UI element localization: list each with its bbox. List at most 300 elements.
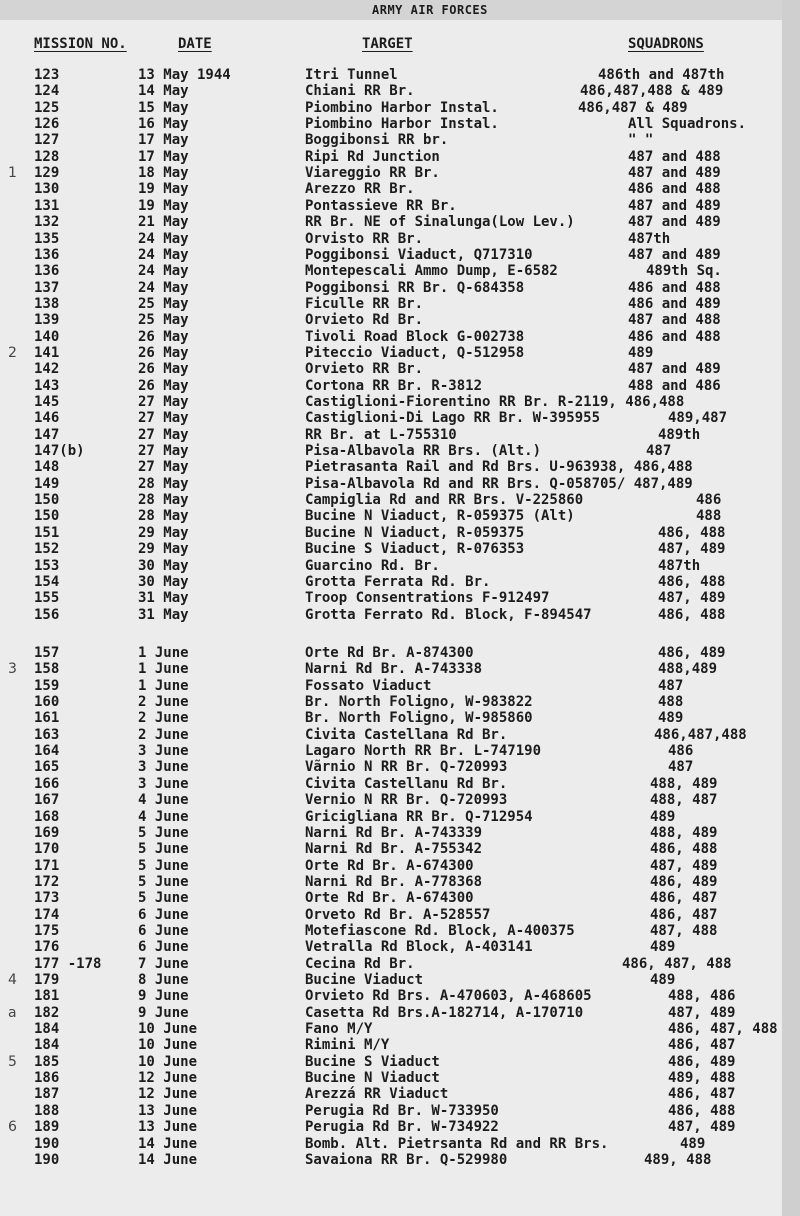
mission-number: 181 (34, 988, 60, 1005)
mission-squadrons: 488, 489 (650, 775, 718, 792)
mission-number: 156 (34, 606, 60, 623)
mission-number: 123 (34, 67, 60, 83)
mission-squadrons: 487, 489 (650, 857, 718, 874)
table-row (0, 149, 782, 165)
table-row (0, 1152, 782, 1168)
mission-target: Savaiona RR Br. Q-529980 (305, 1151, 508, 1168)
table-row (0, 907, 782, 923)
mission-number: 176 (34, 939, 60, 956)
mission-number: 187 (34, 1086, 60, 1103)
mission-date: 7 June (138, 955, 189, 972)
mission-squadrons: 489 (628, 344, 654, 361)
table-row (0, 661, 782, 677)
mission-date: 9 June (138, 988, 189, 1005)
margin-mark: a (8, 1004, 17, 1021)
mission-date: 27 May (138, 426, 189, 443)
table-row (0, 132, 782, 148)
mission-target: Bomb. Alt. Pietrsanta Rd and RR Brs. (305, 1135, 609, 1152)
mission-target: Guarcino Rd. Br. (305, 557, 440, 574)
mission-target: Arezzá RR Viaduct (305, 1086, 449, 1103)
mission-target: Pontassieve RR Br. (305, 197, 457, 214)
mission-number: 124 (34, 83, 60, 100)
mission-squadrons: 486 and 488 (628, 181, 721, 198)
mission-date: 3 June (138, 759, 189, 776)
table-row (0, 459, 782, 475)
table-row (0, 678, 782, 694)
mission-squadrons: 489th Sq. (646, 263, 722, 280)
mission-date: 24 May (138, 246, 189, 263)
mission-date: 19 May (138, 197, 189, 214)
table-row (0, 558, 782, 574)
table-row (0, 1119, 782, 1135)
table-row (0, 541, 782, 557)
mission-date: 5 June (138, 873, 189, 890)
mission-target: Civita Castellanu Rd Br. (305, 775, 508, 792)
table-row (0, 890, 782, 906)
table-row (0, 312, 782, 328)
margin-mark: 2 (8, 344, 17, 361)
mission-squadrons: 488, 487 (650, 792, 718, 809)
mission-date: 14 May (138, 83, 189, 100)
mission-target: Poggibonsi Viaduct, Q717310 (305, 246, 533, 263)
mission-squadrons: 487 and 488 (628, 312, 721, 329)
mission-date: 17 May (138, 132, 189, 149)
mission-target: Narni Rd Br. A-778368 (305, 873, 483, 890)
mission-number: 130 (34, 181, 60, 198)
mission-target: Cortona RR Br. R-3812 (305, 377, 483, 394)
mission-target: Perugia Rd Br. W-733950 (305, 1102, 499, 1119)
mission-target: Orveto Rd Br. A-528557 (305, 906, 491, 923)
mission-date: 6 June (138, 906, 189, 923)
mission-squadrons: 487 and 489 (628, 214, 721, 231)
mission-date: 8 June (138, 972, 189, 988)
mission-number: 161 (34, 710, 60, 727)
mission-squadrons: 489 (658, 710, 684, 727)
mission-target: Pietrasanta Rail and Rd Brs. U-963938, 486,488 (305, 459, 693, 476)
mission-target: Bucine S Viaduct (305, 1053, 440, 1070)
mission-target: Piombino Harbor Instal. (305, 99, 499, 116)
mission-date: 5 June (138, 824, 189, 841)
mission-squadrons: 486 and 489 (628, 295, 721, 312)
mission-number: 136 (34, 263, 60, 280)
mission-number: 170 (34, 841, 60, 858)
table-row (0, 645, 782, 661)
table-row (0, 727, 782, 743)
table-row (0, 710, 782, 726)
mission-number: 166 (34, 775, 60, 792)
table-row (0, 694, 782, 710)
table-row (0, 378, 782, 394)
table-row (0, 972, 782, 988)
mission-target: Montepescali Ammo Dump, E-6582 (305, 263, 558, 280)
table-row (0, 607, 782, 623)
table-row (0, 263, 782, 279)
mission-number: 139 (34, 312, 60, 329)
mission-squadrons: 487, 489 (658, 541, 726, 558)
mission-squadrons: 487 (658, 677, 684, 694)
mission-target: RR Br. NE of Sinalunga(Low Lev.) (305, 214, 575, 231)
mission-date: 14 June (138, 1135, 198, 1152)
table-row (0, 231, 782, 247)
mission-target: Bucine S Viaduct, R-076353 (305, 541, 525, 558)
mission-number: 154 (34, 573, 60, 590)
mission-squadrons: 486, 489 (668, 1053, 736, 1070)
mission-squadrons: 486, 487 (650, 906, 718, 923)
mission-target: Br. North Foligno, W-983822 (305, 694, 533, 711)
table-row (0, 1103, 782, 1119)
mission-number: 152 (34, 541, 60, 558)
table-row (0, 198, 782, 214)
mission-squadrons: All Squadrons. (628, 116, 747, 133)
mission-date: 30 May (138, 573, 189, 590)
mission-squadrons: 486, 488 (658, 573, 726, 590)
mission-number: 137 (34, 279, 60, 296)
mission-number: 159 (34, 677, 60, 694)
mission-date: 28 May (138, 508, 189, 525)
table-row (0, 759, 782, 775)
mission-target: Fossato Viaduct (305, 677, 432, 694)
mission-target: Motefiascone Rd. Block, A-400375 (305, 922, 575, 939)
mission-squadrons: 489,487 (668, 410, 728, 427)
table-row (0, 296, 782, 312)
mission-target: Bucine Viaduct (305, 972, 424, 988)
mission-target: Civita Castellana Rd Br. (305, 726, 508, 743)
mission-date: 17 May (138, 148, 189, 165)
mission-target: Br. North Foligno, W-985860 (305, 710, 533, 727)
mission-date: 12 June (138, 1070, 198, 1087)
column-header-target: TARGET (362, 36, 413, 52)
mission-date: 13 June (138, 1102, 198, 1119)
mission-number: 155 (34, 590, 60, 607)
mission-target: Orte Rd Br. A-674300 (305, 890, 474, 907)
mission-squadrons: 487, 489 (668, 1004, 736, 1021)
mission-squadrons: 488 (696, 508, 722, 525)
header-title: ARMY AIR FORCES (372, 3, 488, 17)
column-header-squadrons: SQUADRONS (628, 36, 704, 52)
mission-squadrons: 486 and 488 (628, 328, 721, 345)
mission-squadrons: 488 and 486 (628, 377, 721, 394)
mission-target: Gricigliana RR Br. Q-712954 (305, 808, 533, 825)
mission-number: 136 (34, 246, 60, 263)
mission-target: Orvieto RR Br. (305, 361, 424, 378)
mission-number: 150 (34, 508, 60, 525)
mission-squadrons: 486,487 & 489 (578, 99, 688, 116)
mission-target: Boggibonsi RR br. (305, 132, 449, 149)
table-row (0, 1037, 782, 1053)
table-row (0, 116, 782, 132)
mission-squadrons: 489 (680, 1135, 706, 1152)
table-row (0, 988, 782, 1004)
mission-date: 25 May (138, 295, 189, 312)
mission-date: 4 June (138, 792, 189, 809)
mission-target: Narni Rd Br. A-743339 (305, 824, 483, 841)
mission-target: Arezzo RR Br. (305, 181, 415, 198)
mission-number: 164 (34, 743, 60, 760)
table-row (0, 476, 782, 492)
mission-date: 10 June (138, 1053, 198, 1070)
mission-number: 138 (34, 295, 60, 312)
table-row (0, 165, 782, 181)
mission-target: Grotta Ferrato Rd. Block, F-894547 (305, 606, 592, 623)
mission-target: Tivoli Road Block G-002738 (305, 328, 525, 345)
table-row (0, 410, 782, 426)
mission-number: 125 (34, 99, 60, 116)
mission-number: 169 (34, 824, 60, 841)
mission-date: 24 May (138, 230, 189, 247)
mission-number: 167 (34, 792, 60, 809)
mission-date: 1 June (138, 661, 189, 678)
mission-number: 190 (34, 1151, 60, 1168)
mission-squadrons: 487 (668, 759, 694, 776)
mission-target: Ripi Rd Junction (305, 148, 440, 165)
mission-target: Rimini M/Y (305, 1037, 390, 1054)
table-row (0, 1136, 782, 1152)
mission-date: 1 June (138, 645, 189, 661)
mission-date: 26 May (138, 377, 189, 394)
mission-number: 149 (34, 475, 60, 492)
mission-target: Bucine N Viaduct (305, 1070, 440, 1087)
table-row (0, 394, 782, 410)
mission-target: Lagaro North RR Br. L-747190 (305, 743, 542, 760)
table-row (0, 345, 782, 361)
mission-squadrons: 486 (668, 743, 694, 760)
table-row (0, 792, 782, 808)
margin-mark: 6 (8, 1119, 17, 1136)
mission-date: 6 June (138, 939, 189, 956)
mission-squadrons: 486, 489 (650, 873, 718, 890)
mission-date: 15 May (138, 99, 189, 116)
mission-target: Vernio N RR Br. Q-720993 (305, 792, 508, 809)
mission-target: Grotta Ferrata Rd. Br. (305, 573, 491, 590)
mission-date: 27 May (138, 459, 189, 476)
mission-squadrons: 487 and 488 (628, 148, 721, 165)
mission-squadrons: 487 and 489 (628, 197, 721, 214)
mission-date: 3 June (138, 775, 189, 792)
mission-date: 26 May (138, 344, 189, 361)
mission-date: 26 May (138, 361, 189, 378)
mission-number: 175 (34, 922, 60, 939)
mission-number: 132 (34, 214, 60, 231)
mission-squadrons: 487, 488 (650, 922, 718, 939)
mission-target: Orte Rd Br. A-674300 (305, 857, 474, 874)
table-row (0, 841, 782, 857)
mission-squadrons: 487 (646, 443, 672, 460)
table-row (0, 427, 782, 443)
table-row (0, 825, 782, 841)
mission-target: Cecina Rd Br. (305, 955, 415, 972)
mission-date: 27 May (138, 410, 189, 427)
mission-target: Bucine N Viaduct, R-059375 (305, 524, 525, 541)
mission-date: 5 June (138, 841, 189, 858)
mission-date: 31 May (138, 606, 189, 623)
mission-squadrons: 486, 488 (650, 841, 718, 858)
mission-target: Orte Rd Br. A-874300 (305, 645, 474, 661)
mission-target: Narni Rd Br. A-743338 (305, 661, 483, 678)
table-row (0, 1021, 782, 1037)
mission-number: 163 (34, 726, 60, 743)
table-row (0, 100, 782, 116)
mission-number: 179 (34, 972, 60, 988)
mission-target: Piombino Harbor Instal. (305, 116, 499, 133)
mission-number: 145 (34, 394, 60, 410)
mission-date: 12 June (138, 1086, 198, 1103)
table-row (0, 809, 782, 825)
mission-squadrons: 486th and 487th (598, 67, 725, 83)
mission-target: Poggibonsi RR Br. Q-684358 (305, 279, 525, 296)
mission-target: Viareggio RR Br. (305, 165, 440, 182)
mission-number: 184 (34, 1037, 60, 1054)
mission-target: Itri Tunnel (305, 67, 398, 83)
mission-number: 131 (34, 197, 60, 214)
mission-target: Pisa-Albavola Rd and RR Brs. Q-058705/ 487,489 (305, 475, 693, 492)
mission-target: Castiglioni-Di Lago RR Br. W-395955 (305, 410, 601, 427)
mission-date: 26 May (138, 328, 189, 345)
mission-date: 25 May (138, 312, 189, 329)
mission-number: 126 (34, 116, 60, 133)
table-row (0, 590, 782, 606)
table-row (0, 1086, 782, 1102)
mission-squadrons: 486, 489 (658, 645, 726, 661)
table-row (0, 776, 782, 792)
mission-target: Castiglioni-Fiorentino RR Br. R-2119, 486,488 (305, 394, 685, 410)
mission-squadrons: 487th (628, 230, 671, 247)
mission-number: 186 (34, 1070, 60, 1087)
table-row (0, 443, 782, 459)
mission-squadrons: 489, 488 (644, 1151, 712, 1168)
mission-squadrons: 489th (658, 426, 701, 443)
mission-squadrons: 487 and 489 (628, 165, 721, 182)
mission-squadrons: 486, 488 (658, 606, 726, 623)
table-row (0, 361, 782, 377)
mission-number: 140 (34, 328, 60, 345)
margin-mark: 1 (8, 165, 17, 182)
mission-squadrons: 486, 488 (668, 1102, 736, 1119)
mission-squadrons: 488, 489 (650, 824, 718, 841)
table-row (0, 329, 782, 345)
mission-squadrons: 487 and 489 (628, 361, 721, 378)
table-row (0, 923, 782, 939)
mission-number: 165 (34, 759, 60, 776)
mission-squadrons: 487, 489 (668, 1119, 736, 1136)
mission-squadrons: 486, 487, 488 (622, 955, 732, 972)
column-header-mission: MISSION NO. (34, 36, 127, 52)
mission-target: Piteccio Viaduct, Q-512958 (305, 344, 525, 361)
mission-number: 190 (34, 1135, 60, 1152)
mission-squadrons: 486, 487 (668, 1086, 736, 1103)
mission-squadrons: 486, 487 (668, 1037, 736, 1054)
mission-number: 171 (34, 857, 60, 874)
mission-number: 128 (34, 148, 60, 165)
mission-squadrons: 489 (650, 808, 676, 825)
table-row (0, 939, 782, 955)
mission-squadrons: 487th (658, 557, 701, 574)
mission-squadrons: 489 (650, 939, 676, 956)
mission-number: 172 (34, 873, 60, 890)
mission-date: 28 May (138, 492, 189, 509)
mission-number: 147 (34, 426, 60, 443)
mission-date: 1 June (138, 677, 189, 694)
mission-number: 127 (34, 132, 60, 149)
mission-date: 2 June (138, 710, 189, 727)
margin-mark: 4 (8, 972, 17, 988)
table-row (0, 858, 782, 874)
table-row (0, 67, 782, 83)
table-row (0, 280, 782, 296)
mission-number: 147(b) (34, 443, 85, 460)
mission-squadrons: 487 and 489 (628, 246, 721, 263)
mission-squadrons: 486 and 488 (628, 279, 721, 296)
mission-date: 14 June (138, 1151, 198, 1168)
mission-squadrons: 489 (650, 972, 676, 988)
mission-target: Fano M/Y (305, 1021, 373, 1038)
table-row (0, 743, 782, 759)
mission-date: 27 May (138, 443, 189, 460)
margin-mark: 3 (8, 661, 17, 678)
mission-date: 13 June (138, 1119, 198, 1136)
mission-target: Orvieto Rd Br. (305, 312, 424, 329)
mission-number: 188 (34, 1102, 60, 1119)
table-row (0, 508, 782, 524)
mission-number: 174 (34, 906, 60, 923)
mission-squadrons: 486,487,488 (654, 726, 747, 743)
mission-number: 151 (34, 524, 60, 541)
page-header (0, 0, 782, 20)
mission-number: 142 (34, 361, 60, 378)
mission-number: 182 (34, 1004, 60, 1021)
table-row (0, 574, 782, 590)
mission-date: 10 June (138, 1021, 198, 1038)
mission-date: 16 May (138, 116, 189, 133)
mission-number: 189 (34, 1119, 60, 1136)
mission-number: 173 (34, 890, 60, 907)
mission-date: 29 May (138, 524, 189, 541)
mission-target: Orvieto Rd Brs. A-470603, A-468605 (305, 988, 592, 1005)
table-row (0, 1005, 782, 1021)
mission-number: 150 (34, 492, 60, 509)
mission-date: 9 June (138, 1004, 189, 1021)
mission-squadrons: 487, 489 (658, 590, 726, 607)
mission-target: Bucine N Viaduct, R-059375 (Alt) (305, 508, 575, 525)
mission-target: RR Br. at L-755310 (305, 426, 457, 443)
table-row (0, 1054, 782, 1070)
mission-squadrons: 488, 486 (668, 988, 736, 1005)
mission-date: 30 May (138, 557, 189, 574)
table-row (0, 874, 782, 890)
table-row (0, 525, 782, 541)
mission-squadrons: 488 (658, 694, 684, 711)
mission-date: 24 May (138, 279, 189, 296)
mission-date: 18 May (138, 165, 189, 182)
margin-mark: 5 (8, 1053, 17, 1070)
table-row (0, 247, 782, 263)
mission-number: 160 (34, 694, 60, 711)
mission-squadrons: 486, 487 (650, 890, 718, 907)
mission-date: 24 May (138, 263, 189, 280)
mission-number: 141 (34, 344, 60, 361)
mission-number: 184 (34, 1021, 60, 1038)
mission-date: 5 June (138, 890, 189, 907)
mission-target: Troop Consentrations F-912497 (305, 590, 550, 607)
mission-target: Campiglia Rd and RR Brs. V-225860 (305, 492, 584, 509)
mission-target: Casetta Rd Brs.A-182714, A-170710 (305, 1004, 584, 1021)
mission-date: 19 May (138, 181, 189, 198)
mission-target: Vetralla Rd Block, A-403141 (305, 939, 533, 956)
mission-target: Narni Rd Br. A-755342 (305, 841, 483, 858)
table-row (0, 214, 782, 230)
table-row (0, 956, 782, 972)
mission-squadrons: " " (628, 132, 654, 149)
table-row (0, 1070, 782, 1086)
